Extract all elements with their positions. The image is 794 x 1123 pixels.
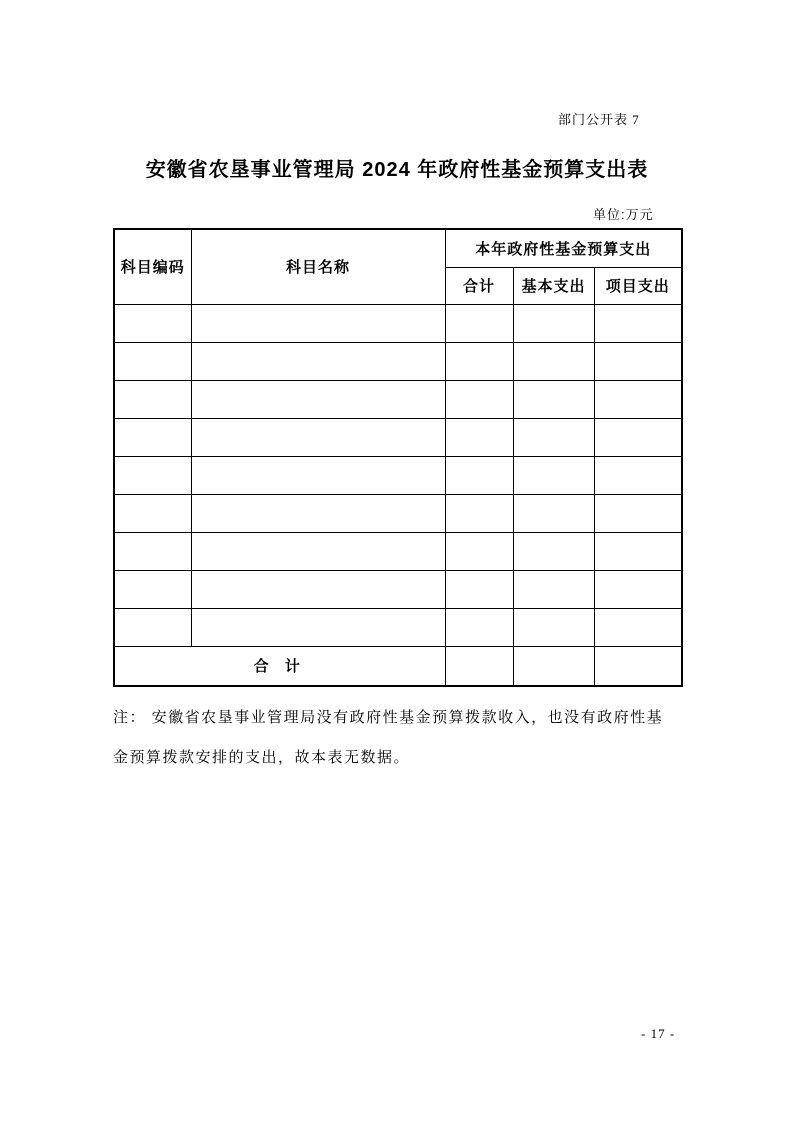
cell-project-expenditure bbox=[594, 304, 682, 342]
table-row bbox=[114, 456, 682, 494]
cell-subject-name bbox=[191, 342, 445, 380]
cell-subject-code bbox=[114, 380, 191, 418]
col-header-fund-expenditure-group: 本年政府性基金预算支出 bbox=[445, 229, 682, 267]
cell-subject-name bbox=[191, 608, 445, 646]
cell-subject-code bbox=[114, 494, 191, 532]
cell-total bbox=[445, 304, 513, 342]
cell-subject-name bbox=[191, 418, 445, 456]
cell-basic-expenditure bbox=[513, 570, 594, 608]
cell-basic-expenditure bbox=[513, 608, 594, 646]
col-header-total: 合计 bbox=[445, 267, 513, 304]
cell-basic-expenditure bbox=[513, 342, 594, 380]
corner-table-label: 部门公开表 7 bbox=[558, 112, 640, 127]
cell-project-expenditure bbox=[594, 380, 682, 418]
cell-subject-name bbox=[191, 380, 445, 418]
cell-subject-name bbox=[191, 456, 445, 494]
cell-subject-code bbox=[114, 304, 191, 342]
cell-subject-code bbox=[114, 532, 191, 570]
cell-basic-expenditure bbox=[513, 494, 594, 532]
note-line-1: 注： 安徽省农垦事业管理局没有政府性基金预算拨款收入，也没有政府性基 bbox=[113, 709, 664, 726]
cell-project-expenditure bbox=[594, 570, 682, 608]
cell-total bbox=[445, 494, 513, 532]
cell-total bbox=[445, 418, 513, 456]
table-row bbox=[114, 570, 682, 608]
cell-subject-code bbox=[114, 608, 191, 646]
note-text bbox=[113, 698, 688, 778]
cell-project-expenditure bbox=[594, 532, 682, 570]
table-row bbox=[114, 494, 682, 532]
table-row bbox=[114, 608, 682, 646]
cell-subject-name bbox=[191, 494, 445, 532]
col-header-project-expenditure: 项目支出 bbox=[594, 267, 682, 304]
table-row bbox=[114, 304, 682, 342]
cell-total bbox=[445, 608, 513, 646]
cell-total bbox=[445, 570, 513, 608]
budget-table bbox=[113, 228, 683, 687]
cell-basic-expenditure bbox=[513, 380, 594, 418]
unit-label: 单位:万元 bbox=[593, 207, 654, 222]
cell-project-expenditure bbox=[594, 608, 682, 646]
cell-basic-expenditure bbox=[513, 532, 594, 570]
cell-project-expenditure bbox=[594, 456, 682, 494]
table-header-row-1 bbox=[114, 229, 682, 267]
page-number: - 17 - bbox=[641, 1026, 676, 1041]
cell-basic-expenditure bbox=[513, 418, 594, 456]
total-row-project bbox=[594, 646, 682, 686]
cell-project-expenditure bbox=[594, 494, 682, 532]
page-title: 安徽省农垦事业管理局 2024 年政府性基金预算支出表 bbox=[145, 159, 649, 181]
cell-subject-code bbox=[114, 456, 191, 494]
cell-total bbox=[445, 456, 513, 494]
total-row-basic bbox=[513, 646, 594, 686]
cell-subject-code bbox=[114, 342, 191, 380]
table-row bbox=[114, 532, 682, 570]
note-line-2: 金预算拨款安排的支出，故本表无数据。 bbox=[113, 749, 411, 766]
cell-basic-expenditure bbox=[513, 304, 594, 342]
col-header-subject-name: 科目名称 bbox=[191, 229, 445, 304]
cell-subject-code bbox=[114, 418, 191, 456]
cell-project-expenditure bbox=[594, 342, 682, 380]
total-row-label: 合 计 bbox=[114, 646, 445, 686]
col-header-basic-expenditure: 基本支出 bbox=[513, 267, 594, 304]
cell-total bbox=[445, 342, 513, 380]
cell-subject-code bbox=[114, 570, 191, 608]
table-row bbox=[114, 342, 682, 380]
total-row bbox=[114, 646, 682, 686]
cell-total bbox=[445, 380, 513, 418]
cell-basic-expenditure bbox=[513, 456, 594, 494]
table-row bbox=[114, 380, 682, 418]
col-header-subject-code: 科目编码 bbox=[114, 229, 191, 304]
cell-subject-name bbox=[191, 304, 445, 342]
cell-subject-name bbox=[191, 532, 445, 570]
table-row bbox=[114, 418, 682, 456]
total-row-total bbox=[445, 646, 513, 686]
cell-total bbox=[445, 532, 513, 570]
cell-project-expenditure bbox=[594, 418, 682, 456]
cell-subject-name bbox=[191, 570, 445, 608]
